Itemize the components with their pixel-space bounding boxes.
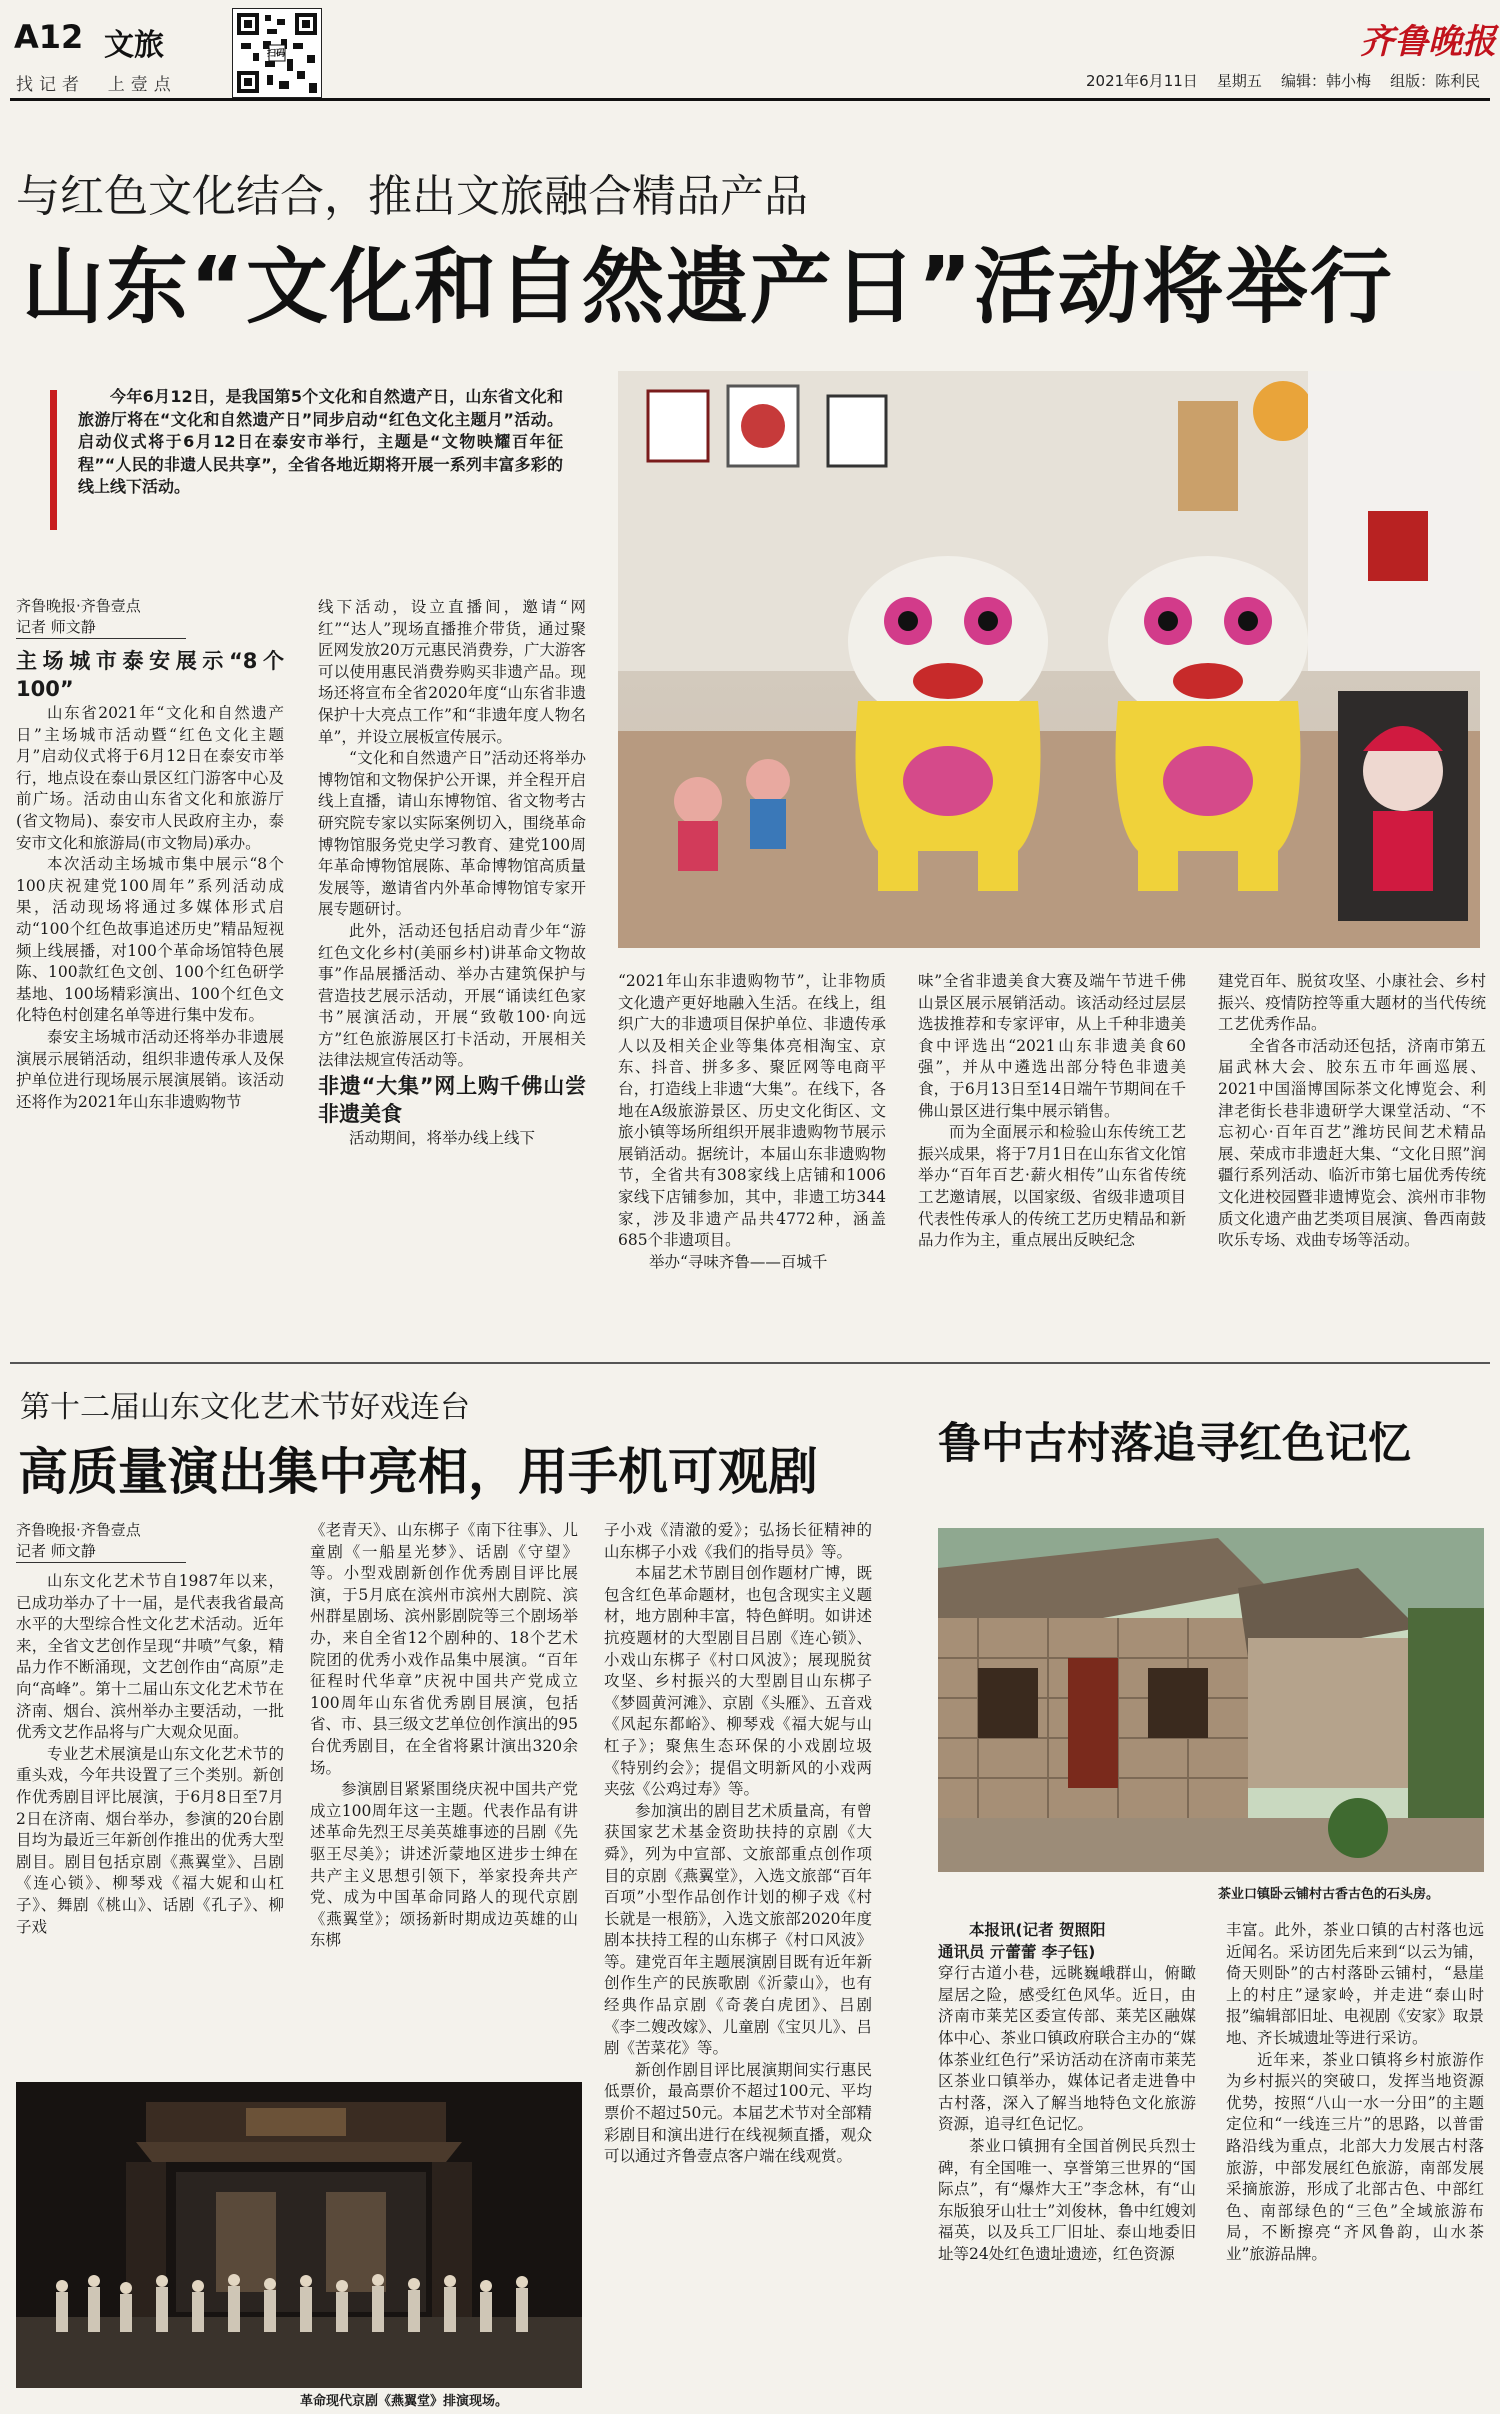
article1-paragraph: 味”全省非遗美食大赛及端午节进千佛山景区展示展销活动。该活动经过层层选拔推荐和专家评审，从上千种非遗美食中评选出“2021山东非遗美食60强”，并从中遴选出部分特色非遗美食，于6月13日至14日端午节期间在千佛山景区进行集中展示销售。: [918, 972, 1186, 1120]
opera-photo-caption: 革命现代京剧《燕翼堂》排演现场。: [300, 2394, 509, 2409]
section-divider: [10, 1362, 1490, 1364]
masthead-logo: 齐鲁晚报: [1360, 22, 1496, 62]
article1-paragraph: “文化和自然遗产日”活动还将举办博物馆和文物保护公开课，并全程开启线上直播，请山东博物馆、省文物考古研究院专家以实际案例切入，围绕革命博物馆服务党史学习教育、建党100周年革命博物馆展陈、革命博物馆高质量发展等，邀请省内外革命博物馆专家开展专题研讨。: [318, 749, 586, 919]
article1-paragraph: “2021年山东非遗购物节”，让非物质文化遗产更好地融入生活。在线上，组织广大的非遗项目保护单位、非遗传承人以及相关企业等集体亮相淘宝、京东、抖音、拼多多、聚匠网等电商平台，打造线上非遗“大集”。在线下，各地在A级旅游景区、历史文化街区、文旅小镇等场所组织开展非遗购物节展示展销活动。据统计，本届山东非遗购物节，全省共有308家线上店铺和1006家线下店铺参加，其中，非遗工坊344家，涉及非遗产品共4772种，涵盖685个非遗项目。: [618, 972, 886, 1250]
article1-col3: [618, 971, 886, 1273]
page-number: A12: [14, 18, 84, 56]
article1-subhead-1: 主场城市泰安展示“8个100”: [16, 649, 284, 701]
article1-paragraph: 山东省2021年“文化和自然遗产日”主场城市活动暨“红色文化主题月”启动仪式将于6月12日在泰安市举行，地点设在泰山景区红门游客中心及前广场。活动由山东省文化和旅游厅(省文物局)、泰安市人民政府主办，泰安市文化和旅游局(市文物局)承办。: [16, 704, 284, 852]
article1-paragraph: 举办“寻味齐鲁——百城千: [649, 1252, 828, 1271]
article1-lead-text: 今年6月12日，是我国第5个文化和自然遗产日，山东省文化和旅游厅将在“文化和自然遗产日”同步启动“红色文化主题月”活动。启动仪式将于6月12日在泰安市举行，主题是“文物映耀百年征程”“人民的非遗人民共享”，全省各地近期将开展一系列丰富多彩的线上线下活动。: [78, 387, 563, 496]
article2-byline-author: 记者 师文静: [16, 1541, 186, 1563]
article2-paragraph: 《老青天》、山东梆子《南下往事》、儿童剧《一船星光梦》、话剧《守望》等。小型戏剧新创作优秀剧目评比展演，于5月底在滨州市滨州大剧院、滨州群星剧场、滨州影剧院等三个剧场举办，来自全省12个剧种的、18个艺术院团的优秀小戏作品集中展演。“百年征程时代华章”庆祝中国共产党成立100周年山东省优秀剧目展演，包括省、市、县三级文艺单位创作演出的95台优秀剧目，在全省将累计演出320余场。: [310, 1521, 578, 1777]
article1-paragraph: 活动期间，将举办线上线下: [349, 1129, 536, 1148]
article2-paragraph: 参加演出的剧目艺术质量高，有曾获国家艺术基金资助扶持的京剧《大舜》，列为中宣部、文旅部重点创作项目的京剧《燕翼堂》，入选文旅部“百年百项”小型作品创作计划的柳子戏《村长就是一根筋》，入选文旅部2020年度剧本扶持工程的山东梆子《村口风波》等。建党百年主题展演剧目既有近年新创作生产的民族歌剧《沂蒙山》，也有经典作品京剧《奇袭白虎团》、吕剧《李二嫂改嫁》、儿童剧《宝贝儿》、吕剧《苦菜花》等。: [604, 1801, 872, 2058]
stone-house-photo: [938, 1528, 1484, 1872]
article1-col4: [918, 971, 1186, 1252]
article3-paragraph: 穿行古道小巷，远眺巍峨群山，俯瞰屋居之险，感受红色风华。近日，由济南市莱芜区委宣传部、莱芜区融媒体中心、茶业口镇政府联合主办的“媒体茶业红色行”采访活动在济南市莱芜区茶业口镇举办，媒体记者走进鲁中古村落，深入了解当地特色文化旅游资源，追寻红色记忆。: [938, 1964, 1196, 2134]
article3-paragraph: 近年来，茶业口镇将乡村旅游作为乡村振兴的突破口，发挥当地资源优势，按照“八山一水一分田”的主题定位和“一线连三片”的思路，以普雷路沿线为重点，北部大力发展古村落旅游，中部发展红色旅游，南部发展采摘旅游，形成了北部古色、中部红色、南部绿色的“三色”全域旅游布局，不断擦亮“齐风鲁韵，山水茶业”旅游品牌。: [1226, 2050, 1484, 2263]
article2-col1: [16, 1520, 284, 1938]
article3-byline-correspondents: 通讯员 亓蕾蕾 李子钰): [938, 1942, 1096, 1961]
qr-code[interactable]: [232, 8, 322, 98]
article1-byline-author: 记者 师文静: [16, 617, 186, 639]
article1-paragraph: 此外，活动还包括启动青少年“游红色文化乡村(美丽乡村)讲革命文物故事”作品展播活动、举办古建筑保护与营造技艺展示活动，开展“诵读红色家书”展演活动，开展“致敬100·向远方”红色旅游展区打卡活动，开展相关法律法规宣传活动等。: [318, 921, 586, 1070]
article3-col1: [938, 1920, 1196, 2266]
article2-headline: 高质量演出集中亮相，用手机可观剧: [18, 1443, 818, 1501]
opera-stage-photo: [16, 2082, 582, 2388]
qr-code-label: 扫码: [267, 49, 286, 59]
article1-lead-bar: [50, 390, 57, 530]
article3-col2: [1226, 1920, 1484, 2266]
page-header: [0, 0, 1500, 100]
article1-paragraph: 线下活动，设立直播间，邀请“网红”“达人”现场直播推介带货，通过聚匠网发放20万元惠民消费券，广大游客可以使用惠民消费券购买非遗产品。现场还将宣布全省2020年度“山东省非遗保护十大亮点工作”和“非遗年度人物名单”，并设立展板宣传展示。: [318, 598, 586, 746]
article1-paragraph: 本次活动主场城市集中展示“8个100庆祝建党100周年”系列活动成果，活动现场将通过多媒体形式启动“100个红色故事追述历史”精品短视频上线展播，对100个革命场馆特色展陈、100款红色文创、100个红色研学基地、100场精彩演出、100个红色文化特色村创建名单等进行集中发布。: [16, 855, 284, 1025]
article3-byline-reporter: 本报讯(记者 贺照阳: [969, 1921, 1106, 1939]
article2-paragraph: 山东文化艺术节自1987年以来，已成功举办了十一届，是代表我省最高水平的大型综合性文化艺术活动。近年来，全省文艺创作呈现“井喷”气象，精品力作不断涌现，文艺创作由“高原”走向“高峰”。第十二届山东文化艺术节在济南、烟台、滨州举办主要活动，一批优秀文艺作品将与广大观众见面。: [16, 1572, 284, 1742]
article2-paragraph: 子小戏《清澈的爱》；弘扬长征精神的山东梆子小戏《我们的指导员》等。: [604, 1521, 872, 1561]
section-name: 文旅: [104, 28, 164, 63]
issue-weekday: 星期五: [1216, 72, 1262, 90]
article3-paragraph: 丰富。此外，茶业口镇的古村落也远近闻名。采访团先后来到“以云为铺，倚天则卧”的古村落卧云铺村，“悬崖上的村庄”逯家岭，并走进“泰山时报”编辑部旧址、电视剧《安家》取景地、齐长城遗址等进行采访。: [1226, 1921, 1484, 2047]
article2-paragraph: 新创作剧目评比展演期间实行惠民低票价，最高票价不超过100元、平均票价不超过50元。本届艺术节对全部精彩剧目和演出进行在线视频直播，观众可以通过齐鲁壹点客户端在线观赏。: [604, 2060, 872, 2166]
article1-col2: [318, 597, 586, 1150]
article1-paragraph: 泰安主场城市活动还将举办非遗展演展示展销活动，组织非遗传承人及保护单位进行现场展示展演展销。该活动还将作为2021年山东非遗购物节: [16, 1027, 284, 1111]
article1-subhead-2: 非遗“大集”网上购千佛山尝非遗美食: [318, 1074, 586, 1127]
folk-toy-photo: [618, 371, 1480, 948]
stone-house-caption: 茶业口镇卧云铺村古香古色的石头房。: [1218, 1887, 1440, 1902]
article2-paragraph: 本届艺术节剧目创作题材广博，既包含红色革命题材，也包含现实主义题材，地方剧种丰富，特色鲜明。如讲述抗疫题材的大型剧目吕剧《连心锁》、小戏山东梆子《村口风波》；展现脱贫攻坚、乡村振兴的大型剧目山东梆子《梦圆黄河滩》、京剧《头雁》、五音戏《风起东都峪》、柳琴戏《福大妮与山杠子》；聚焦生态环保的小戏剧垃圾《特别约会》；提倡文明新风的小戏两夹弦《公鸡过寿》等。: [604, 1564, 872, 1799]
article1-headline: 山东“文化和自然遗产日”活动将举行: [22, 240, 1394, 335]
article2-paragraph: 参演剧目紧紧围绕庆祝中国共产党成立100周年这一主题。代表作品有讲述革命先烈王尽美英雄事迹的吕剧《先驱王尽美》；讲述沂蒙地区进步士绅在共产主义思想引领下，举家投奔共产党、成为中国革命同路人的现代京剧《燕翼堂》；颂扬新时期成边英雄的山东梆: [310, 1780, 578, 1950]
article2-byline-outlet: 齐鲁晚报·齐鲁壹点: [16, 1521, 141, 1539]
issue-date: 2021年6月11日: [1086, 72, 1198, 90]
article1-paragraph: 全省各市活动还包括，济南市第五届武林大会、胶东五市年画巡展、2021中国淄博国际茶文化博览会、利津老街长巷非遗研学大课堂活动、“不忘初心·百年百艺”潍坊民间艺术精品展、荣成市非遗赶大集、“文化日照”润疆行系列活动、临沂市第七届优秀传统文化进校园暨非遗博览会、滨州市非物质文化遗产曲艺类项目展演、鲁西南鼓吹乐专场、戏曲专场等活动。: [1218, 1036, 1486, 1250]
header-rule: [10, 98, 1490, 101]
article2-kicker: 第十二届山东文化艺术节好戏连台: [20, 1390, 470, 1425]
header-tagline: 找记者 上壹点: [16, 75, 177, 95]
editor-credit: 编辑：韩小梅: [1280, 72, 1371, 90]
article1-kicker: 与红色文化结合，推出文旅融合精品产品: [16, 171, 808, 222]
article2-col2: [310, 1520, 578, 1952]
article3-headline: 鲁中古村落追寻红色记忆: [938, 1419, 1411, 1469]
header-meta: [1086, 70, 1480, 91]
article2-col3: [604, 1520, 872, 2168]
designer-credit: 组版：陈利民: [1390, 72, 1481, 90]
article1-paragraph: 建党百年、脱贫攻坚、小康社会、乡村振兴、疫情防控等重大题材的当代传统工艺优秀作品。: [1218, 972, 1486, 1034]
article1-byline-outlet: 齐鲁晚报·齐鲁壹点: [16, 597, 141, 615]
article1-col5: [1218, 971, 1486, 1252]
article3-paragraph: 茶业口镇拥有全国首例民兵烈士碑，有全国唯一、享誉第三世界的“国际点”，有“爆炸大王”李念林，有“山东版狼牙山壮士”刘俊林，鲁中红嫂刘福英，以及兵工厂旧址、泰山地委旧址等24处红色遗址遗迹，红色资源: [938, 2136, 1196, 2263]
article2-paragraph: 专业艺术展演是山东文化艺术节的重头戏，今年共设置了三个类别。新创作优秀剧目评比展演，于6月8日至7月2日在济南、烟台举办，参演的20台剧目均为最近三年新创作推出的优秀大型剧目。剧目包括京剧《燕翼堂》、吕剧《连心锁》、柳琴戏《福大妮和山杠子》、舞剧《桃山》、话剧《孔子》、柳子戏: [16, 1744, 284, 1936]
article1-lead: [78, 386, 563, 499]
article1-paragraph: 而为全面展示和检验山东传统工艺振兴成果，将于7月1日在山东省文化馆举办“百年百艺·薪火相传”山东省传统工艺邀请展，以国家级、省级非遗项目代表性传承人的传统工艺历史精品和新品力作为主，重点展出反映纪念: [918, 1123, 1186, 1250]
article1-col1: [16, 596, 284, 1113]
